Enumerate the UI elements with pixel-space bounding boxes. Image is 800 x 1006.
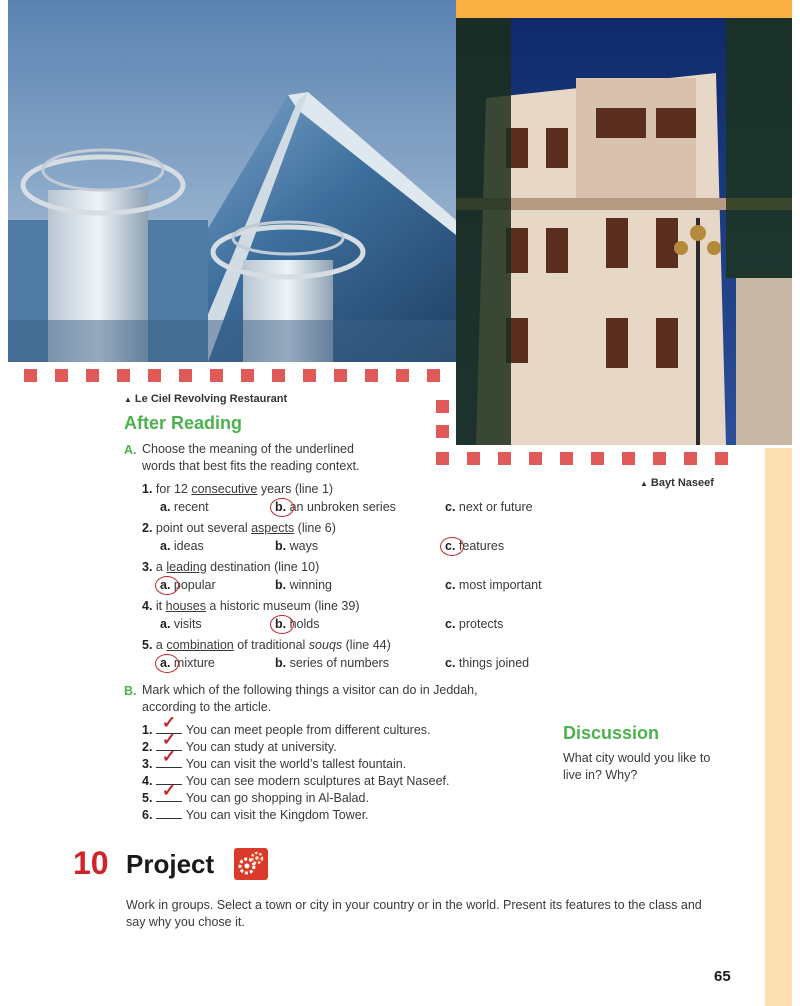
underlined-word: houses [165,599,206,613]
project-instruction-2: say why you chose it. [126,915,245,929]
question-text-post: a historic museum (line 39) [205,599,360,613]
dash-mark [560,452,573,465]
question-stem [142,559,319,576]
underlined-word: aspects [251,521,295,535]
statement-text: You can study at university. [185,740,337,754]
dash-mark [653,452,666,465]
question-text-pre: a [155,638,167,652]
gears-icon [234,848,268,880]
question-stem [142,637,391,654]
option-letter: a. [160,656,174,670]
option-c[interactable] [445,500,533,514]
dash-mark [179,369,192,382]
statement-number: 1. [142,723,156,737]
question-stem [142,520,336,537]
option-letter: b. [275,578,290,592]
question-number: 3. [142,560,156,574]
option-b[interactable] [275,578,332,592]
option-text: winning [289,578,332,592]
dash-mark [498,452,511,465]
option-text: mixture [173,656,215,670]
option-text: most important [458,578,542,592]
statement-number: 6. [142,808,156,822]
statement-item [142,781,369,807]
dash-mark [24,369,37,382]
question-text-post: of traditional [233,638,309,652]
option-letter: c. [445,578,459,592]
dash-mark [436,425,449,438]
dash-mark [467,452,480,465]
project-instruction-1: Work in groups. Select a town or city in your country or in the world. Present its features to the class and [126,898,702,912]
statement-number: 4. [142,774,156,788]
page-number: 65 [714,968,731,985]
question-number: 5. [142,638,156,652]
answer-circle [440,537,464,556]
caption-le-ciel: ▲ Le Ciel Revolving Restaurant [124,393,288,405]
dash-mark [272,369,285,382]
section-b-instruction: Mark which of the following things a visitor can do in Jeddah, [142,683,478,697]
le-ciel-photo [8,0,456,362]
option-b[interactable] [275,539,318,553]
statement-text: You can visit the world’s tallest fountain. [185,757,407,771]
dash-mark [529,452,542,465]
option-letter: a. [160,539,174,553]
check-mark-icon: ✓ [161,713,177,732]
dash-mark [396,369,409,382]
option-text: visits [173,617,202,631]
statement-text: You can go shopping in Al-Balad. [185,791,369,805]
option-c[interactable] [445,578,542,592]
option-c[interactable] [445,617,503,631]
statement-number: 5. [142,791,156,805]
section-b-instruction-cont: according to the article. [142,700,272,714]
option-letter: c. [445,617,459,631]
question-number: 4. [142,599,156,613]
question-number: 2. [142,521,156,535]
underlined-word: combination [166,638,234,652]
option-text: popular [173,578,216,592]
dash-mark [241,369,254,382]
option-text: an unbroken series [289,500,396,514]
option-text: features [458,539,505,553]
discussion-line-1: What city would you like to [563,751,711,765]
after-reading-title: After Reading [124,413,243,433]
statement-text: You can visit the Kingdom Tower. [185,808,369,822]
option-letter: b. [275,617,290,631]
section-a-instruction: Choose the meaning of the underlined [142,442,354,456]
option-text: things joined [458,656,530,670]
statement-number: 2. [142,740,156,754]
section-a-instruction-cont: words that best fits the reading context. [142,459,360,473]
option-a[interactable] [160,539,204,553]
section-b-letter: B. [124,684,137,698]
option-letter: a. [160,617,174,631]
option-letter: c. [445,500,459,514]
dash-mark [210,369,223,382]
dash-mark [86,369,99,382]
dash-mark [365,369,378,382]
check-mark-icon: ✓ [161,730,177,749]
option-b[interactable] [275,656,389,670]
answer-blank[interactable] [156,781,182,802]
statement-number: 3. [142,757,156,771]
option-letter: b. [275,539,290,553]
option-letter: c. [445,539,459,553]
question-stem [142,598,359,615]
discussion-line-2: live in? Why? [563,768,638,782]
italic-word: souqs [308,638,343,652]
statement-item [142,773,450,790]
question-stem [142,481,333,498]
answer-blank[interactable] [156,807,182,819]
option-text: ways [289,539,319,553]
right-side-band [765,448,792,1006]
statement-item [142,713,431,739]
question-number: 1. [142,482,156,496]
dash-mark [55,369,68,382]
project-title: Project [126,849,215,879]
underlined-word: consecutive [191,482,258,496]
section-a-letter: A. [124,443,137,457]
question-text-pre: point out several [155,521,252,535]
statement-text: You can meet people from different cultures. [185,723,431,737]
dash-mark [303,369,316,382]
option-letter: b. [275,500,290,514]
option-a[interactable] [160,617,202,631]
dash-mark [436,400,449,413]
dash-mark [436,452,449,465]
dash-mark [427,369,440,382]
question-text-post: (line 44) [342,638,391,652]
caption-bayt-naseef: ▲ Bayt Naseef [640,477,714,489]
option-letter: b. [275,656,290,670]
option-text: recent [173,500,209,514]
option-text: holds [289,617,320,631]
underlined-word: leading [166,560,207,574]
option-letter: a. [160,500,174,514]
statement-item [142,807,369,824]
option-letter: c. [445,656,459,670]
question-text-post: destination (line 10) [206,560,320,574]
dash-mark [334,369,347,382]
dash-mark [684,452,697,465]
check-mark-icon: ✓ [161,781,177,800]
option-text: next or future [458,500,533,514]
check-mark-icon: ✓ [161,747,177,766]
question-text-pre: a [155,560,167,574]
question-text-pre: for 12 [155,482,192,496]
question-text-pre: it [155,599,166,613]
answer-circle [155,654,179,673]
option-a[interactable] [160,500,209,514]
option-letter: a. [160,578,174,592]
answer-blank[interactable] [156,747,182,768]
option-text: ideas [173,539,204,553]
bayt-naseef-photo [456,18,792,445]
question-text-post: (line 6) [294,521,336,535]
option-text: protects [458,617,504,631]
project-number: 10 [73,845,109,881]
statement-text: You can see modern sculptures at Bayt Naseef. [185,774,450,788]
answer-circle [155,576,179,595]
dash-mark [715,452,728,465]
dash-mark [117,369,130,382]
question-text-post: years (line 1) [257,482,334,496]
answer-circle [270,615,294,634]
option-c[interactable] [445,656,529,670]
discussion-title: Discussion [563,723,660,743]
dash-mark [148,369,161,382]
answer-circle [270,498,294,517]
option-text: series of numbers [289,656,389,670]
dash-mark [591,452,604,465]
dash-mark [622,452,635,465]
